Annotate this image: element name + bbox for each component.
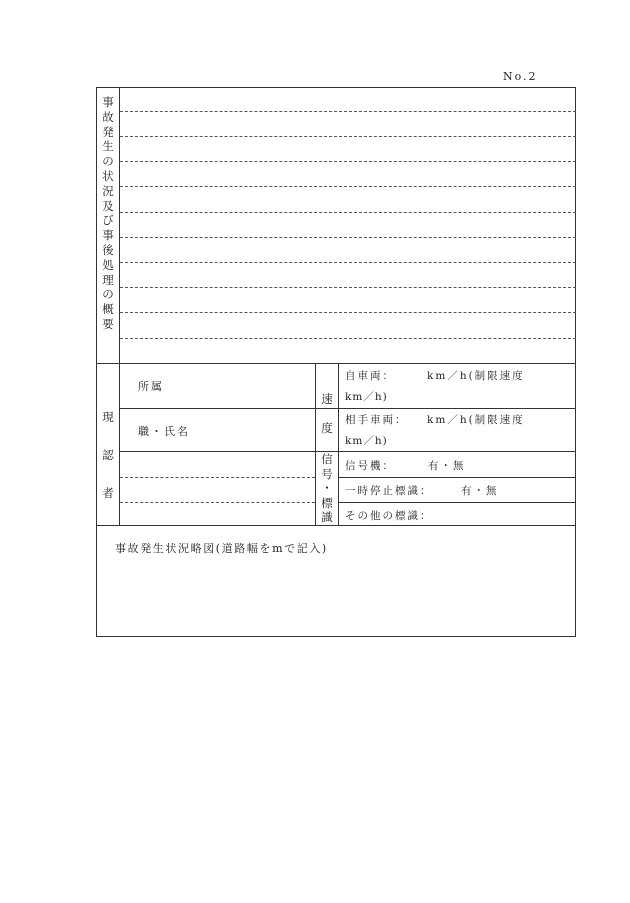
witness-label-column-line [119, 363, 120, 525]
affiliation-label: 所属 [138, 380, 164, 393]
other-vehicle-unit: km／h(制限速度 [427, 414, 525, 426]
speed-row-divider [315, 408, 576, 409]
signal-light-options[interactable]: 有・無 [428, 460, 466, 472]
own-vehicle-unit: km／h(制限速度 [427, 370, 525, 382]
other-sign-label: その他の標識： [345, 510, 433, 522]
overview-write-line[interactable] [120, 338, 576, 339]
overview-write-line[interactable] [120, 237, 576, 238]
speed-label-right-line [338, 363, 339, 525]
stop-sign-row-divider [338, 502, 576, 503]
signal-light-label: 信号機： [345, 460, 395, 472]
speed-signal-divider [315, 451, 576, 452]
overview-label-column-line [119, 87, 120, 363]
affiliation-divider [119, 408, 315, 409]
name-divider [119, 451, 315, 452]
witness-write-line[interactable] [120, 477, 315, 478]
divider-witness-bottom [96, 525, 576, 526]
overview-write-line[interactable] [120, 136, 576, 137]
witness-label: 現 認 者 [102, 410, 114, 500]
overview-write-line[interactable] [120, 111, 576, 112]
overview-label: 事 故 発 生 の 状 況 及 び 事 後 処 理 の 概 要 [102, 95, 114, 331]
overview-write-line[interactable] [120, 186, 576, 187]
overview-write-line[interactable] [120, 161, 576, 162]
title-name-label: 職・氏名 [138, 425, 190, 438]
own-vehicle-limit-unit: km／h) [345, 391, 388, 403]
witness-write-line[interactable] [120, 502, 315, 503]
sketch-title: 事故発生状況略図(道路幅をmで記入) [115, 542, 328, 555]
signal-label: 信 号 ・ 標 識 [321, 452, 333, 524]
overview-write-line[interactable] [120, 312, 576, 313]
overview-write-line[interactable] [120, 262, 576, 263]
sketch-area[interactable] [97, 560, 575, 636]
overview-write-line[interactable] [120, 212, 576, 213]
signal-row-divider [338, 477, 576, 478]
other-vehicle-label: 相手車両： [345, 414, 408, 426]
page-number: No.2 [503, 70, 538, 83]
divider-overview-bottom [96, 363, 576, 364]
overview-write-line[interactable] [120, 287, 576, 288]
speed-label-left-line [315, 363, 316, 525]
stop-sign-label: 一時停止標識： [345, 485, 433, 497]
speed-label: 速 度 [321, 392, 333, 435]
stop-sign-options[interactable]: 有・無 [461, 485, 499, 497]
own-vehicle-label: 自車両： [345, 370, 395, 382]
other-vehicle-limit-unit: km／h) [345, 435, 388, 447]
